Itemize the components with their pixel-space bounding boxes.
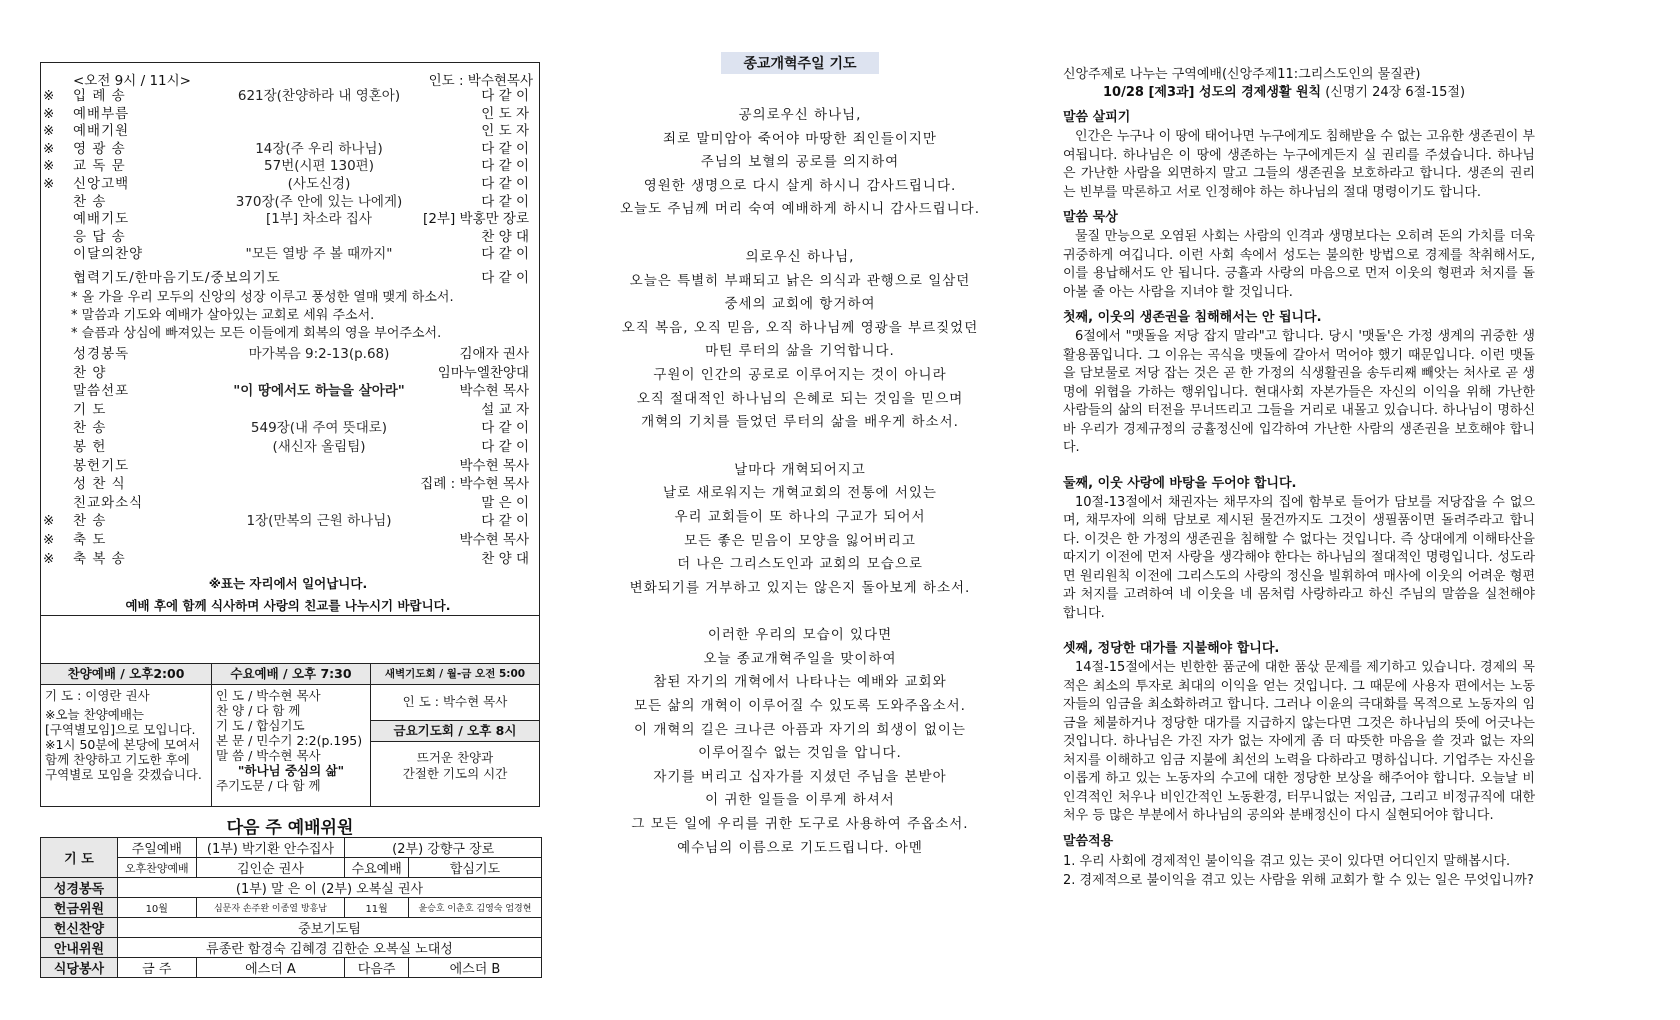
order-row (41, 419, 535, 437)
order-who: 김애자 권사 (459, 346, 529, 362)
wednesday-service-cell (212, 664, 371, 806)
reading-label: 성경봉독 (41, 878, 118, 898)
prayer-line: 공의로우신 하나님, (738, 107, 862, 123)
table-cell: 합심기도 (408, 858, 541, 878)
order-row (41, 105, 535, 123)
order-row (41, 269, 535, 287)
order-name: 예배기원 (73, 123, 130, 140)
order-name: 예배기도 (73, 211, 130, 228)
prayer-line: 죄로 말미암아 죽어야 마땅한 죄인들이지만 (663, 130, 937, 147)
next-week-title: 다음 주 예배위원 (226, 818, 354, 838)
table-cell: (2부) 강향구 장로 (345, 838, 542, 858)
table-cell: 오후찬양예배 (118, 858, 197, 878)
order-who: 다 같 이 (481, 140, 529, 157)
order-mid: [1부] 차소라 집사 (266, 211, 372, 228)
table-cell: 금 주 (118, 958, 197, 978)
table-row (41, 958, 542, 978)
praise-service-cell (41, 664, 212, 806)
prayer-line: 그 모든 일에 우리를 귀한 도구로 사용하여 주옵소서. (631, 816, 969, 833)
lesson-heading: 10/28 [제3과] 성도의 경제생활 원칙 (1103, 85, 1322, 100)
order-row (41, 512, 535, 530)
order-who: 다 같 이 (481, 270, 529, 286)
stand-note: ※표는 자리에서 일어납니다. (208, 576, 368, 591)
order-name: 협력기도/한마음기도/중보의기도 (73, 270, 281, 286)
order-mark: ※ (43, 105, 55, 122)
praise-service-head: 찬양예배 / 오후2:00 (41, 664, 211, 685)
table-cell: 11월 (345, 898, 409, 918)
prayer-request-item: * 말씀과 기도와 예배가 살아있는 교회로 세워 주소서. (71, 308, 375, 323)
prayer-line: 개혁의 기치를 들었던 루터의 삶을 배우게 하소서. (641, 414, 959, 431)
section-heading: 말씀 살피기 (1063, 110, 1131, 125)
friday-lines (371, 750, 539, 782)
order-name: 봉 헌 (73, 439, 107, 455)
section-heading: 둘째, 이웃 사랑에 바탕을 두어야 합니다. (1063, 475, 1297, 491)
order-who: 다 같 이 (481, 513, 529, 530)
next-week-table (40, 837, 542, 978)
order-who: 다 같 이 (481, 420, 529, 437)
prayer-line: 오직 복음, 오직 믿음, 오직 하나님께 영광을 부르짖었던 (621, 319, 979, 336)
order-mid: 57번(시편 130편) (264, 158, 374, 175)
offering-label: 헌금위원 (41, 898, 118, 918)
order-row (41, 550, 535, 568)
order-row (41, 245, 535, 263)
order-name: 찬 양 (73, 364, 107, 381)
order-row (41, 364, 535, 382)
table-cell: 류종란 함경숙 김혜경 김한순 오복실 노대성 (118, 938, 542, 958)
prayer-line: 예수님의 이름으로 기도드립니다. 아멘 (677, 839, 923, 856)
praise-line: [구역별모임]으로 모입니다. (45, 722, 196, 737)
order-mark: ※ (43, 532, 55, 548)
prayer-line: 변화되기를 거부하고 있지는 않은지 돌아보게 하소서. (629, 579, 971, 596)
order-who: 다 같 이 (481, 158, 529, 175)
apply-item: 1. 우리 사회에 경제적인 불이익을 겪고 있는 곳이 있다면 어디인지 말해봅시다. (1063, 853, 1511, 869)
fri-line: 뜨거운 찬양과 (416, 750, 494, 765)
order-name: 신앙고백 (73, 176, 130, 192)
order-name: 성 찬 식 (73, 476, 126, 493)
prayer-line: 이루어질수 없는 것임을 압니다. (698, 745, 902, 762)
order-who: 다 같 이 (481, 176, 529, 192)
table-row (41, 838, 542, 858)
dawn-leader: 인 도 : 박수현 목사 (402, 694, 508, 709)
meal-note: 예배 후에 함께 식사하며 사랑의 친교를 나누시기 바랍니다. (125, 598, 451, 613)
order-mark: ※ (43, 158, 55, 175)
study-sections (1063, 108, 1535, 826)
table-row (41, 938, 542, 958)
prayer-body (600, 104, 1000, 860)
order-who: 다 같 이 (481, 193, 529, 210)
order-who: [2부] 박홍만 장로 (423, 211, 529, 228)
worship-order-box (40, 62, 540, 664)
wed-line: 찬 양 / 다 함 께 (216, 703, 301, 718)
order-who: 인 도 자 (481, 123, 529, 140)
table-cell: 중보기도팀 (118, 918, 542, 938)
service-time: <오전 9시 / 11시> (73, 73, 191, 89)
prayer-line: 주님의 보혈의 공로를 의지하여 (700, 154, 900, 171)
order-row (41, 228, 535, 246)
prayer-line: 오늘 종교개혁주일을 맞이하여 (703, 650, 897, 667)
prayer-line: 모든 삶의 개혁이 이루어질 수 있도록 도와주옵소서. (634, 698, 966, 715)
order-name: 기 도 (73, 401, 107, 418)
apply-item: 2. 경제적으로 불이익을 겪고 있는 사람을 위해 교회가 할 수 있는 일은 무엇입니까? (1063, 872, 1534, 888)
section-heading: 말씀 묵상 (1063, 210, 1118, 225)
order-name: 찬 송 (73, 513, 107, 530)
table-cell: 윤승호 이춘호 김영숙 엄경현 (408, 898, 541, 918)
section-body: 인간은 누구나 이 땅에 태어나면 누구에게도 침해받을 수 없는 고유한 생존권이 부여됩니다. 하나님은 이 땅에 생존하는 누구에게든지 실 권리를 주셨습니다. 하나님은 가난한 사람을 외면하지 말고 그들의 생존권을 보호하라고 합니다. 생존의 권리는 빈부를 막론하고 서로 인정해야 하는 하나님의 절대 명령이기도 합니다. (1063, 129, 1535, 200)
table-cell: 10월 (118, 898, 197, 918)
order-name: 영 광 송 (73, 140, 126, 157)
prayer-column (600, 52, 1000, 860)
order-row (41, 531, 535, 549)
section-body: 6절에서 "맷돌을 저당 잡지 말라"고 합니다. 당시 '맷돌'은 가정 생계의 귀중한 생활용품입니다. 그 이유는 곡식을 맷돌에 갈아서 먹어야 했기 때문입니다. 이런 맷돌을 담보물로 저당 잡는 것은 곧 한 가정의 식생활권을 송두리째 빼앗는 처사로 곧 생명에 위협을 가하는 행위입니다. 현대사회 자본가들은 자신의 이익을 위해 가난한 사람들의 삶의 터전을 무너뜨리고 그들을 거리로 내몰고 있습니다. 하나님이 명하신바 우리가 경제규정의 긍휼정신에 입각하여 가난한 사람의 생존권을 보호해야 합니다. (1063, 329, 1535, 455)
table-cell: 다음주 (345, 958, 409, 978)
order-name: 축 복 송 (73, 550, 126, 567)
order-row (41, 122, 535, 140)
table-row (41, 878, 542, 898)
order-mid: 549장(내 주여 뜻대로) (250, 420, 388, 437)
order-who: 집례 : 박수현 목사 (420, 476, 529, 493)
prayer-line: 더 나은 그리스도인과 교회의 모습으로 (677, 556, 923, 573)
prayer-request-item: * 슬픔과 상심에 빠져있는 모든 이들에게 회복의 영을 부어주소서. (71, 326, 442, 341)
prayer-line: 마틴 루터의 삶을 기억합니다. (705, 343, 895, 360)
order-name: 찬 송 (73, 193, 107, 210)
order-who: 박수현 목사 (459, 532, 529, 548)
wed-line: 기 도 / 합심기도 (216, 718, 305, 733)
order-mid: 370장(주 안에 있는 나에게) (235, 193, 403, 210)
prayer-line: 이 개혁의 길은 크나큰 아픔과 자기의 희생이 없이는 (634, 721, 966, 738)
section-body: 물질 만능으로 오염된 사회는 사람의 인격과 생명보다는 오히려 돈의 가치를 더욱 귀중하게 여깁니다. 이런 사회 속에서 성도는 불의한 방법으로 경제를 착취해서도, 이를 용납해서도 안 됩니다. 긍휼과 사랑의 마음으로 먼저 이웃의 형편과 처지를 돌아볼 줄 아는 사람을 지녀야 할 것입니다. (1063, 229, 1535, 300)
order-mark: ※ (43, 88, 55, 104)
table-cell: (1부) 박기환 안수집사 (196, 838, 345, 858)
order-name: 말씀선포 (73, 383, 130, 400)
table-cell: 에스더 A (196, 958, 345, 978)
order-row (41, 157, 535, 175)
bible-study-column (1063, 66, 1535, 890)
friday-prayer-head: 금요기도회 / 오후 8시 (371, 720, 539, 742)
prayer-line: 우리 교회들이 또 하나의 구교가 되어서 (674, 508, 926, 525)
order-mid: 마가복음 9:2-13(p.68) (248, 346, 390, 362)
order-who: 박수현 목사 (459, 457, 529, 474)
order-mark: ※ (43, 123, 55, 140)
prayer-line: 참된 자기의 개혁에서 나타나는 예배와 교회와 (653, 674, 947, 691)
prayer-line: 날로 새로워지는 개혁교회의 전통에 서있는 (663, 485, 937, 502)
order-mark: ※ (43, 550, 55, 567)
order-who: 다 같 이 (481, 88, 529, 104)
table-cell: 에스더 B (408, 958, 541, 978)
order-row (41, 175, 535, 193)
prayer-line: 중세의 교회에 항거하여 (724, 296, 876, 313)
order-who: 박수현 목사 (459, 383, 529, 400)
order-mark: ※ (43, 513, 55, 530)
wednesday-lines (216, 688, 366, 793)
order-row (41, 401, 535, 419)
order-name: 응 답 송 (73, 228, 126, 245)
order-name: 이달의찬양 (73, 246, 144, 263)
lesson-reference: (신명기 24장 6절-15절) (1321, 85, 1466, 100)
worship-order-column (40, 62, 540, 978)
prayer-line: 구원이 인간의 공로로 이루어지는 것이 아니라 (653, 366, 947, 383)
praise-line: 구역별로 모임을 갖겠습니다. (45, 767, 202, 782)
wed-line: 주기도문 / 다 함 께 (216, 778, 321, 793)
service-leader: 인도 : 박수현목사 (428, 73, 533, 89)
table-cell: 심문자 손주완 이종열 방흥남 (196, 898, 345, 918)
order-who: 말 은 이 (481, 494, 529, 511)
order-mid: 1장(만복의 근원 하나님) (246, 513, 392, 530)
order-who: 다 같 이 (481, 439, 529, 455)
section-heading: 셋째, 정당한 대가를 지불해야 합니다. (1063, 641, 1280, 656)
meal-label: 식당봉사 (41, 958, 118, 978)
order-row (41, 87, 535, 105)
order-mid: 621장(찬양하라 내 영혼아) (237, 88, 401, 104)
prayer-title: 종교개혁주일 기도 (721, 52, 878, 74)
praise-line: ※오늘 찬양예배는 (45, 707, 144, 722)
wed-line: 말 씀 / 박수현 목사 (216, 748, 321, 763)
order-name: 봉헌기도 (73, 457, 130, 474)
order-row (41, 475, 535, 493)
order-mark: ※ (43, 140, 55, 157)
wed-line: 본 문 / 민수기 2:2(p.195) (216, 733, 363, 748)
order-name: 예배부름 (73, 105, 130, 122)
praise-line: 함께 찬양하고 기도한 후에 (45, 752, 190, 767)
praise-service-lines (45, 688, 207, 782)
order-row (41, 382, 535, 400)
order-name: 성경봉독 (73, 346, 130, 362)
lesson-title (1103, 84, 1535, 102)
wed-line: 인 도 / 박수현 목사 (216, 688, 321, 703)
prayer-line: 오직 절대적인 하나님의 은혜로 되는 것임을 믿으며 (636, 390, 964, 407)
order-name: 친교와소식 (73, 494, 144, 511)
table-cell: 주일예배 (118, 838, 197, 858)
order-who: 찬 양 대 (481, 228, 529, 245)
table-cell: (1부) 말 은 이 (2부) 오복실 권사 (118, 878, 542, 898)
prayer-line: 날마다 개혁되어지고 (734, 461, 866, 478)
section-body: 10절-13절에서 채권자는 채무자의 집에 함부로 들어가 담보를 저당잡을 수 없으며, 채무자에 의해 담보로 제시된 물건까지도 그것이 생필품이면 돌려주라고 합니다. 이것은 한 가정의 생존권을 침해할 수 없다는 것입니다. 즉 상대에게 이해타산을 따지기 이전에 먼저 사랑을 생각해야 한다는 하나님의 절대적인 명령입니다. 성도라면 원리원칙 이전에 그리스도의 사랑의 정신을 빌휘하여 매사에 이웃의 어려운 형편과 처지를 고려하여 네 이웃을 네 몸처럼 사랑하라고 하신 주님의 말씀을 실천해야 합니다. (1063, 494, 1535, 621)
order-name: 찬 송 (73, 420, 107, 437)
order-who: 찬 양 대 (481, 550, 529, 567)
fri-line: 간절한 기도의 시간 (402, 766, 508, 781)
praise-line: 기 도 : 이영란 권사 (45, 688, 150, 703)
wednesday-service-head: 수요예배 / 오후 7:30 (212, 664, 370, 685)
apply-heading: 말씀적용 (1063, 833, 1114, 849)
order-who: 임마누엘찬양대 (437, 364, 529, 381)
weekly-schedule (40, 664, 540, 807)
section-body: 14절-15절에서는 빈한한 품군에 대한 품삯 문제를 제기하고 있습니다. 경제의 목적은 최소의 투자로 최대의 이익을 얻는 것입니다. 그 때문에 사용자 편에서는 노동자들의 임금을 최소화하려고 합니다. 그러나 이윤의 극대화를 목적으로 노동자의 임금을 체불하거나 정당한 대가를 지급하지 않는다면 그것은 하나님의 뜻에 어긋나는 것입니다. 하나님은 가진 자가 없는 자에게 좀 더 따뜻한 마음을 쓸 것과 없는 자의 처지를 이해하고 임금 지불에 최선의 노력을 다하라고 명하십니다. 기업주는 자신을 이롭게 하고 있는 노동자의 수고에 대한 정당한 보상을 해주어야 합니다. 오늘날 비인격적인 처우나 비인간적인 노동환경, 터무니없는 저임금, 그리고 비정규직에 대한 처우 등 많은 부분에서 하나님의 공의와 분배정신이 다시 실현되어야 합니다. (1063, 660, 1535, 823)
prayer-request-item: * 올 가을 우리 모두의 신앙의 성장 이루고 풍성한 열매 맺게 하소서. (71, 290, 454, 305)
dawn-prayer-head: 새벽기도회 / 월-금 오전 5:00 (371, 664, 539, 685)
order-who: 설 교 자 (481, 401, 529, 418)
study-intro: 신앙주제로 나누는 구역예배(신앙주제11:그리스도인의 물질관) (1063, 67, 1421, 82)
prayer-line: 이러한 우리의 모습이 있다면 (707, 627, 893, 644)
prayer-line: 영원한 생명으로 다시 살게 하시니 감사드립니다. (643, 177, 957, 194)
order-mid: (사도신경) (287, 176, 351, 192)
order-row (41, 345, 535, 363)
section-heading: 첫째, 이웃의 생존권을 침해해서는 안 됩니다. (1063, 310, 1322, 325)
prayer-label: 기 도 (41, 838, 118, 878)
table-cell: 수요예배 (345, 858, 409, 878)
prayer-line: 이 귀한 일들을 이루게 하셔서 (705, 792, 895, 809)
order-row (41, 140, 535, 158)
prayer-line: 오늘은 특별히 부패되고 낡은 의식과 관행으로 일삼던 (629, 272, 971, 289)
praise-line: ※1시 50분에 본당에 모여서 (45, 737, 200, 752)
order-row (41, 438, 535, 456)
order-mid: "모든 열방 주 볼 때까지" (245, 246, 393, 263)
choir-label: 헌신찬양 (41, 918, 118, 938)
order-row (41, 193, 535, 211)
order-mark: ※ (43, 176, 55, 192)
usher-label: 안내위원 (41, 938, 118, 958)
order-row (41, 494, 535, 512)
dawn-friday-cell (371, 664, 539, 806)
order-who: 인 도 자 (481, 105, 529, 122)
order-name: 축 도 (73, 532, 107, 548)
order-row (41, 210, 535, 228)
order-mid: (새신자 올림팀) (272, 439, 366, 455)
prayer-line: 모든 좋은 믿음이 모양을 잃어버리고 (684, 532, 916, 549)
wed-sermon-title: "하나님 중심의 삶" (237, 763, 345, 778)
order-name: 교 독 문 (73, 158, 126, 175)
order-who: 다 같 이 (481, 246, 529, 263)
order-name: 입 례 송 (73, 88, 126, 104)
order-mid: 14장(주 우리 하나님) (255, 140, 383, 157)
prayer-requests (71, 289, 454, 343)
order-row (41, 457, 535, 475)
order-mid: "이 땅에서도 하늘을 살아라" (233, 383, 405, 400)
prayer-line: 오늘도 주님께 머리 숙여 예배하게 하시니 감사드립니다. (620, 201, 980, 218)
table-row (41, 898, 542, 918)
prayer-line: 의로우신 하나님, (745, 248, 855, 265)
table-cell: 김인순 권사 (196, 858, 345, 878)
prayer-line: 자기를 버리고 십자가를 지셨던 주님을 본받아 (653, 768, 947, 785)
table-row (41, 918, 542, 938)
